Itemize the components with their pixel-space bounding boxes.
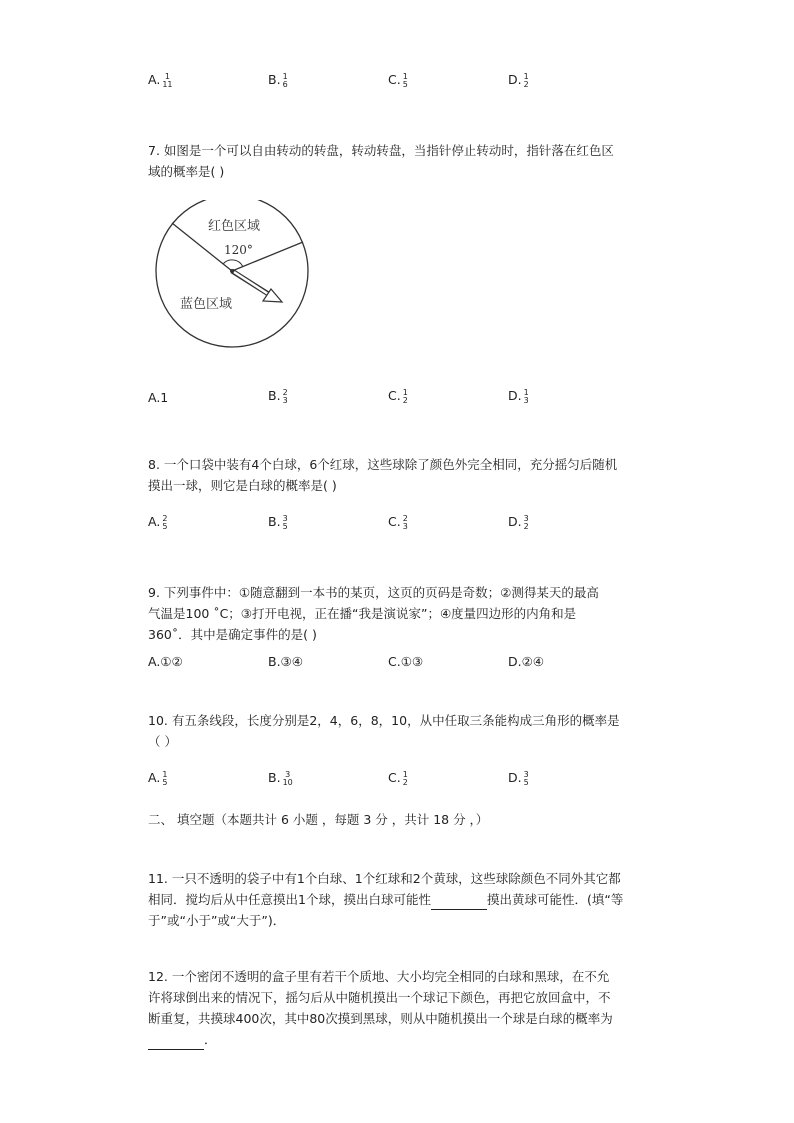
q12-line4: ． [148,1029,678,1050]
q10-option-b[interactable]: B. 3 10 [268,769,293,787]
q8-option-b[interactable]: B. 3 5 [268,513,288,531]
fraction: 3 5 [523,769,529,787]
pointer-arrow-inner [234,272,268,294]
q7-option-a[interactable]: A.1 [148,390,169,405]
q7-text: 7. 如图是一个可以自由转动的转盘，转动转盘，当指针停止转动时，指针落在红色区 域的概率是( ) [148,143,614,179]
fraction: 1 2 [402,387,408,405]
fraction: 1 5 [402,71,408,89]
q12-text: 12. 一个密闭不透明的盒子里有若干个质地、大小均完全相同的白球和黑球，在不允 许将球倒出来的情况下，摇匀后从中随机摸出一个球记下颜色，再把它放回盒中，不 断重复，共摸球400次，其中80次摸到黑球，则从中随机摸出一个球是白球的概率为 ． [148,966,678,1050]
q7-option-b[interactable]: B. 2 3 [268,387,288,405]
q6-option-a[interactable]: A. 1 11 [148,71,173,89]
fraction: 3 2 [523,513,529,531]
q9-option-a[interactable]: A.①② [148,654,183,669]
q6-option-b[interactable]: B. 1 6 [268,71,288,89]
fraction: 2 5 [162,513,168,531]
q6-option-d[interactable]: D. 1 2 [508,71,529,89]
answer-blank[interactable] [148,1035,204,1050]
q6-option-c[interactable]: C. 1 5 [388,71,408,89]
q10-options [0,770,794,794]
q7-option-c[interactable]: C. 1 2 [388,387,408,405]
fraction: 1 2 [523,71,529,89]
q11-line2: 相同．搅均后从中任意摸出1个球，摸出白球可能性 摸出黄球可能性．(填“等 [148,889,678,910]
q7-options [0,388,794,412]
q10-option-d[interactable]: D. 3 5 [508,769,529,787]
fraction: 2 3 [282,387,288,405]
red-region-label: 红色区域 [208,219,261,234]
q9-option-b[interactable]: B.③④ [268,654,303,669]
q8-option-a[interactable]: A. 2 5 [148,513,168,531]
q7-option-d[interactable]: D. 1 3 [508,387,529,405]
q8-option-c[interactable]: C. 2 3 [388,513,408,531]
fraction: 3 5 [282,513,288,531]
pointer-pivot [230,269,234,273]
q8-option-d[interactable]: D. 3 2 [508,513,529,531]
fraction: 1 3 [523,387,529,405]
q9-options [0,654,794,674]
q9-text: 9. 下列事件中：①随意翻到一本书的某页，这页的页码是奇数；②测得某天的最高 气温是100 ˚C；③打开电视，正在播“我是演说家”；④度量四边形的内角和是 360˚．其中是确定事件的是( ) [148,585,599,642]
angle-label: 120° [224,243,253,257]
q8-text: 8. 一个口袋中装有4个白球，6个红球，这些球除了颜色外完全相同，充分摇匀后随机 摸出一球，则它是白球的概率是( ) [148,457,618,493]
fraction: 1 5 [162,769,168,787]
fraction: 3 10 [282,769,293,787]
spinner-figure [150,200,320,370]
blue-region-label: 蓝色区域 [180,297,233,312]
q8-options [0,514,794,538]
q9-option-d[interactable]: D.②④ [508,654,545,669]
fraction: 2 3 [402,513,408,531]
q10-text: 10. 有五条线段，长度分别是2，4，6，8，10，从中任取三条能构成三角形的概率是 （ ） [148,713,620,749]
fraction: 1 11 [162,71,173,89]
q11-text: 11. 一只不透明的袋子中有1个白球、1个红球和2个黄球，这些球除颜色不同外其它都 相同．搅均后从中任意摸出1个球，摸出白球可能性 摸出黄球可能性．(填“等 于”或“小于”或“大于”)． [148,868,678,931]
fraction: 1 2 [402,769,408,787]
q10-option-c[interactable]: C. 1 2 [388,769,408,787]
answer-blank[interactable] [431,895,487,910]
fraction: 1 6 [282,71,288,89]
section-heading: 二、 填空题（本题共计 6 小题 ，每题 3 分 ，共计 18 分 ，） [148,812,489,827]
q6-options [0,72,794,96]
q9-option-c[interactable]: C.①③ [388,654,424,669]
q10-option-a[interactable]: A. 1 5 [148,769,168,787]
